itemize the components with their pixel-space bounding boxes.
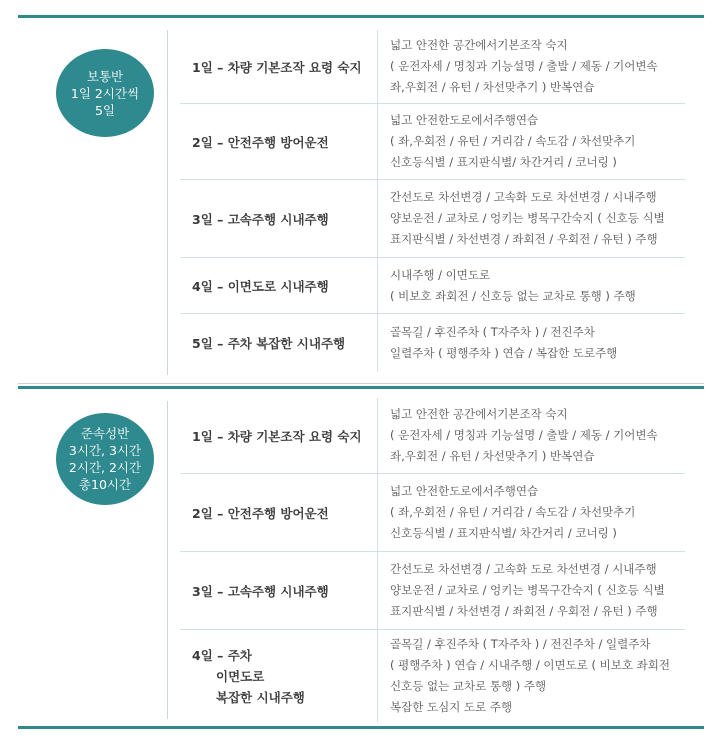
desc-line: 시내주행 / 이면도로 (390, 267, 491, 282)
bottom-rule (18, 726, 704, 729)
desc-line: 골목길 / 후진주차 ( T자주차 ) / 전진주차 (390, 325, 595, 339)
lesson-description (390, 258, 685, 313)
lesson-day: 2일 – 안전주행 방어운전 (192, 134, 329, 150)
desc-line: 신호등식별 / 표지판식별/ 차간거리 / 코너링 ) (390, 155, 617, 169)
day-line: 4일 – 주차 (192, 647, 252, 663)
desc-line: ( 운전자세 / 명칭과 기능설명 / 출발 / 제동 / 기어변속 (390, 428, 658, 442)
lesson-row (180, 630, 685, 722)
column-divider (377, 30, 378, 103)
column-divider (377, 474, 378, 551)
desc-line: ( 평행주차 ) 연습 / 시내주행 / 이면도로 ( 비보호 좌회전 (390, 658, 670, 672)
divider (167, 30, 168, 375)
lesson-row (180, 314, 685, 372)
column-divider (377, 314, 378, 372)
section-semi-intensive-course (0, 393, 720, 723)
lesson-day: 1일 – 차량 기본조작 요령 숙지 (192, 59, 362, 75)
column-divider (377, 398, 378, 473)
desc-line: 좌,우회전 / 유턴 / 차선맞추기 ) 반복연습 (390, 80, 595, 94)
desc-line: 넓고 안전한 공간에서기본조작 숙지 (390, 407, 568, 421)
section-divider (18, 383, 704, 384)
lesson-table (180, 30, 685, 372)
lesson-day: 5일 – 주차 복잡한 시내주행 (192, 336, 346, 351)
section-regular-course (0, 22, 720, 377)
lesson-table (180, 398, 685, 722)
desc-line: 신호등 없는 교차로 통행 ) 주행 (390, 679, 547, 693)
lesson-day: 1일 – 차량 기본조작 요령 숙지 (192, 428, 362, 444)
desc-line: 좌,우회전 / 유턴 / 차선맞추기 ) 반복연습 (390, 449, 595, 463)
lesson-row (180, 552, 685, 630)
lesson-description (390, 474, 685, 551)
column-divider (377, 258, 378, 313)
lesson-day: 3일 – 고속주행 시내주행 (192, 583, 329, 599)
desc-line: 양보운전 / 교차로 / 엉키는 병목구간숙지 ( 신호등 식별 (390, 583, 665, 597)
badge-line: 5일 (94, 102, 116, 118)
desc-line: 표지판식별 / 차선변경 / 좌회전 / 우회전 / 유턴 ) 주행 (390, 604, 658, 618)
lesson-description (390, 180, 685, 257)
badge-line: 총10시간 (78, 477, 132, 492)
lesson-day (192, 630, 382, 722)
lesson-row (180, 180, 685, 258)
lesson-description (390, 398, 685, 473)
badge-line: 보통반 (86, 68, 124, 84)
day-line: 이면도로 (216, 668, 265, 684)
desc-line: ( 좌,우회전 / 유턴 / 거리감 / 속도감 / 차선맞추기 (390, 134, 636, 148)
badge-line: 1일 2시간씩 (70, 85, 140, 101)
column-divider (377, 630, 378, 722)
lesson-row (180, 398, 685, 474)
desc-line: 신호등식별 / 표지판식별/ 차간거리 / 코너링 ) (390, 526, 617, 540)
top-rule (18, 15, 704, 18)
column-divider (377, 180, 378, 257)
desc-line: 복잡한 도심지 도로 주행 (390, 700, 513, 714)
desc-line: 표지판식별 / 차선변경 / 좌회전 / 우회전 / 유턴 ) 주행 (390, 232, 658, 246)
lesson-description (390, 552, 685, 629)
desc-line: ( 좌,우회전 / 유턴 / 거리감 / 속도감 / 차선맞추기 (390, 505, 636, 519)
course-badge-regular (56, 49, 154, 137)
desc-line: 골목길 / 후진주차 ( T자주차 ) / 전진주차 / 일렬주차 (390, 637, 651, 651)
desc-line: ( 비보호 좌회전 / 신호등 없는 교차로 통행 ) 주행 (390, 288, 636, 303)
desc-line: 간선도로 차선변경 / 고속화 도로 차선변경 / 시내주행 (390, 190, 657, 204)
column-divider (377, 104, 378, 179)
desc-line: 양보운전 / 교차로 / 엉키는 병목구간숙지 ( 신호등 식별 (390, 211, 665, 225)
course-badge-semi-intensive (56, 413, 154, 505)
lesson-row (180, 474, 685, 552)
lesson-day: 2일 – 안전주행 방어운전 (192, 505, 329, 521)
desc-line: 간선도로 차선변경 / 고속화 도로 차선변경 / 시내주행 (390, 562, 657, 576)
lesson-row (180, 104, 685, 180)
badge-line: 2시간, 2시간 (68, 460, 142, 475)
section-rule (18, 386, 704, 389)
lesson-row (180, 258, 685, 314)
lesson-description (390, 314, 685, 372)
lesson-day: 4일 – 이면도로 시내주행 (192, 278, 329, 294)
lesson-description (390, 104, 685, 179)
lesson-day: 3일 – 고속주행 시내주행 (192, 211, 329, 227)
desc-line: 넓고 안전한 공간에서기본조작 숙지 (390, 38, 568, 52)
lesson-row (180, 30, 685, 104)
badge-line: 3시간, 3시간 (68, 443, 142, 458)
desc-line: 일렬주차 ( 평행주차 ) 연습 / 복잡한 도로주행 (390, 346, 618, 360)
desc-line: 넓고 안전한도로에서주행연습 (390, 484, 539, 498)
desc-line: 넓고 안전한도로에서주행연습 (390, 113, 539, 127)
badge-line: 준속성반 (80, 426, 130, 441)
desc-line: ( 운전자세 / 명칭과 기능설명 / 출발 / 제동 / 기어변속 (390, 59, 658, 73)
divider (167, 401, 168, 719)
lesson-description (390, 30, 685, 103)
lesson-description (390, 630, 685, 722)
column-divider (377, 552, 378, 629)
day-line: 복잡한 시내주행 (216, 689, 305, 705)
